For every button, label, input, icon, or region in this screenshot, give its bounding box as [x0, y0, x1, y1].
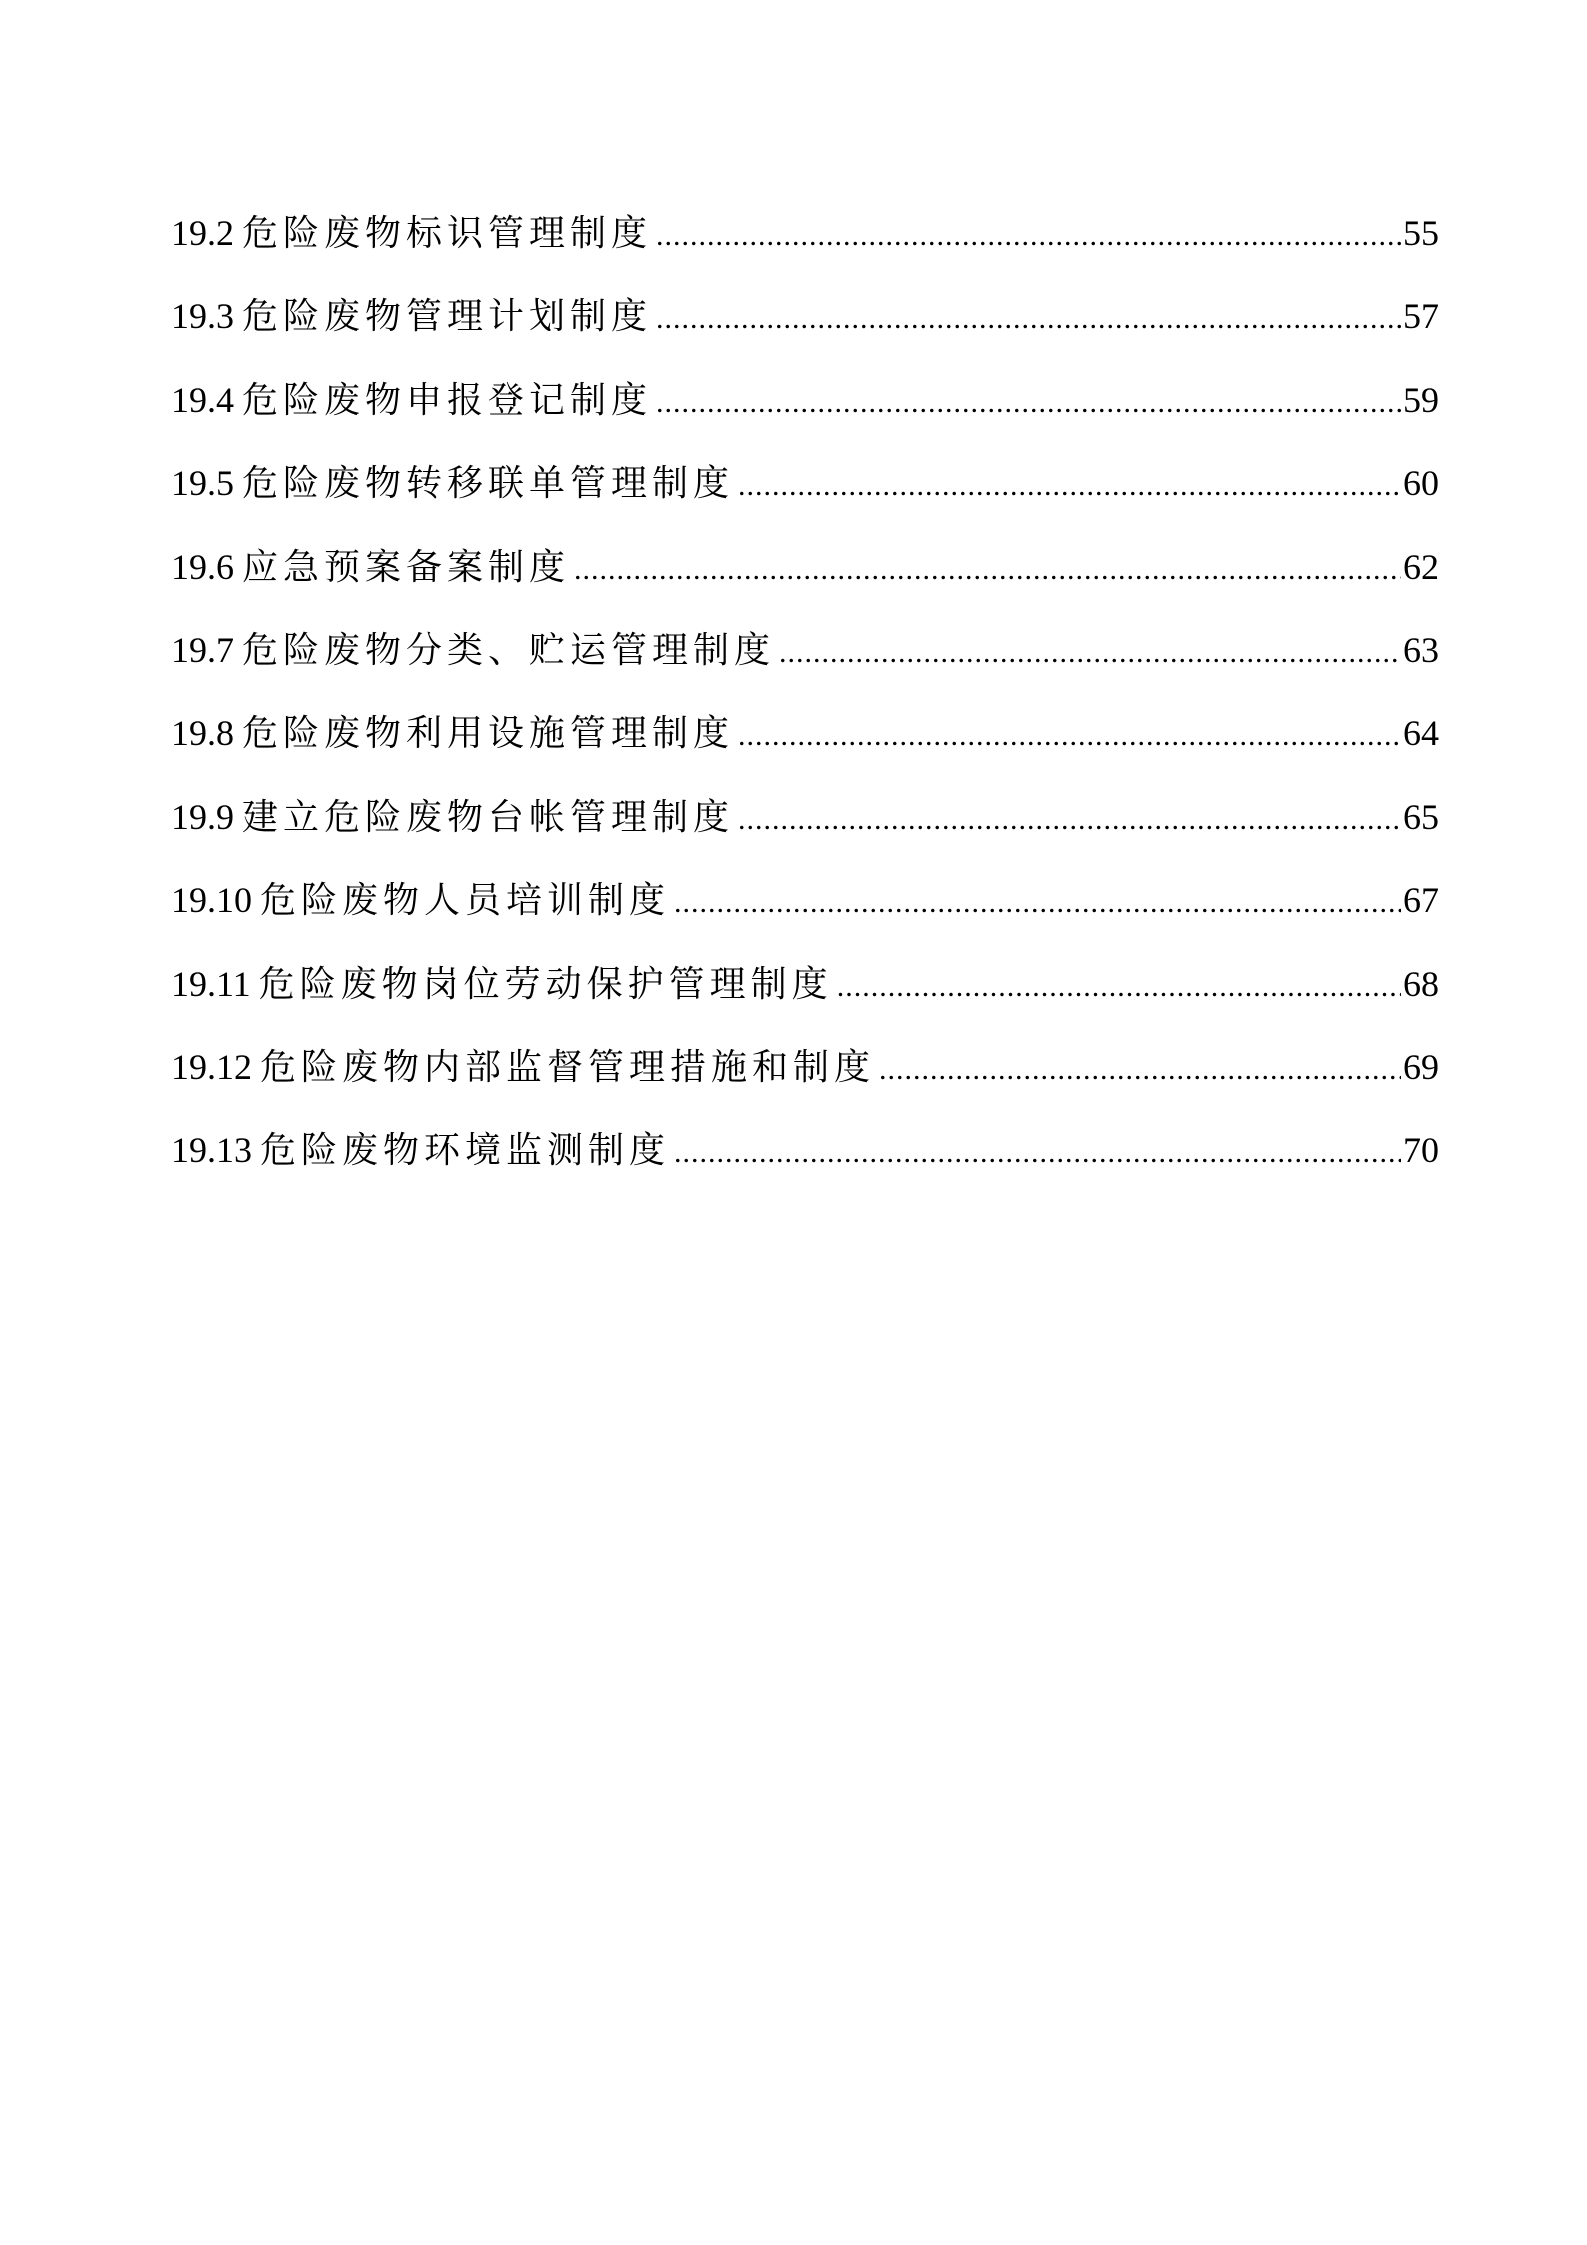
toc-entry-title: 危险废物标识管理制度: [242, 213, 653, 253]
toc-dot-leader: [779, 620, 1401, 686]
toc-entry-number: 19.5: [171, 463, 234, 504]
toc-entry-title: 危险废物分类、贮运管理制度: [242, 629, 776, 670]
toc-dot-leader: [674, 870, 1401, 936]
toc-entry-number: 19.8: [171, 713, 234, 754]
toc-entry-page: 70: [1403, 1130, 1439, 1171]
toc-entry-title: 建立危险废物台帐管理制度: [242, 796, 735, 837]
toc-entry-number: 19.9: [171, 796, 234, 837]
toc-entry[interactable]: [171, 951, 1439, 1034]
toc-entry-page: 65: [1403, 796, 1439, 837]
toc-entry-number: 19.4: [171, 379, 234, 420]
toc-entry-number: 19.6: [171, 546, 234, 587]
toc-entry-title: 危险废物管理计划制度: [242, 296, 653, 337]
toc-entry-page: 63: [1403, 629, 1439, 670]
toc-entry-number: 19.11: [171, 963, 251, 1004]
toc-entry-page: 60: [1403, 463, 1439, 504]
toc-dot-leader: [574, 537, 1401, 603]
table-of-contents: [171, 200, 1439, 1201]
toc-entry-title: 危险废物转移联单管理制度: [242, 463, 735, 504]
toc-dot-leader: [656, 286, 1401, 352]
toc-entry-page: 55: [1403, 213, 1439, 253]
toc-entry-number: 19.2: [171, 213, 234, 253]
toc-entry[interactable]: [171, 1117, 1439, 1200]
toc-entry[interactable]: [171, 1034, 1439, 1117]
toc-dot-leader: [738, 453, 1401, 519]
toc-entry-page: 57: [1403, 296, 1439, 337]
toc-entry-number: 19.12: [171, 1046, 252, 1087]
toc-entry[interactable]: [171, 283, 1439, 366]
toc-dot-leader: [656, 203, 1401, 269]
toc-entry-page: 62: [1403, 546, 1439, 587]
toc-dot-leader: [837, 954, 1401, 1020]
toc-entry-page: 69: [1403, 1046, 1439, 1087]
toc-entry[interactable]: [171, 784, 1439, 867]
toc-entry-page: 59: [1403, 379, 1439, 420]
toc-entry-page: 68: [1403, 963, 1439, 1004]
toc-entry-title: 应急预案备案制度: [242, 546, 571, 587]
toc-entry[interactable]: [171, 200, 1439, 283]
toc-entry-title: 危险废物人员培训制度: [260, 880, 671, 921]
toc-entry-page: 64: [1403, 713, 1439, 754]
toc-entry-number: 19.7: [171, 629, 234, 670]
toc-entry-title: 危险废物利用设施管理制度: [242, 713, 735, 754]
toc-entry[interactable]: [171, 450, 1439, 533]
toc-dot-leader: [738, 787, 1401, 853]
toc-entry[interactable]: [171, 617, 1439, 700]
toc-entry-title: 危险废物环境监测制度: [260, 1130, 671, 1171]
toc-entry-title: 危险废物岗位劳动保护管理制度: [258, 963, 833, 1004]
toc-entry[interactable]: [171, 534, 1439, 617]
toc-dot-leader: [656, 370, 1401, 436]
toc-entry[interactable]: [171, 700, 1439, 783]
toc-entry-title: 危险废物内部监督管理措施和制度: [260, 1046, 876, 1087]
toc-entry-number: 19.13: [171, 1130, 252, 1171]
toc-entry[interactable]: [171, 367, 1439, 450]
toc-entry-page: 67: [1403, 880, 1439, 921]
toc-entry[interactable]: [171, 867, 1439, 950]
toc-entry-title: 危险废物申报登记制度: [242, 379, 653, 420]
toc-dot-leader: [738, 703, 1401, 769]
toc-dot-leader: [879, 1037, 1401, 1103]
toc-dot-leader: [674, 1120, 1401, 1186]
toc-entry-number: 19.10: [171, 880, 252, 921]
toc-entry-number: 19.3: [171, 296, 234, 337]
